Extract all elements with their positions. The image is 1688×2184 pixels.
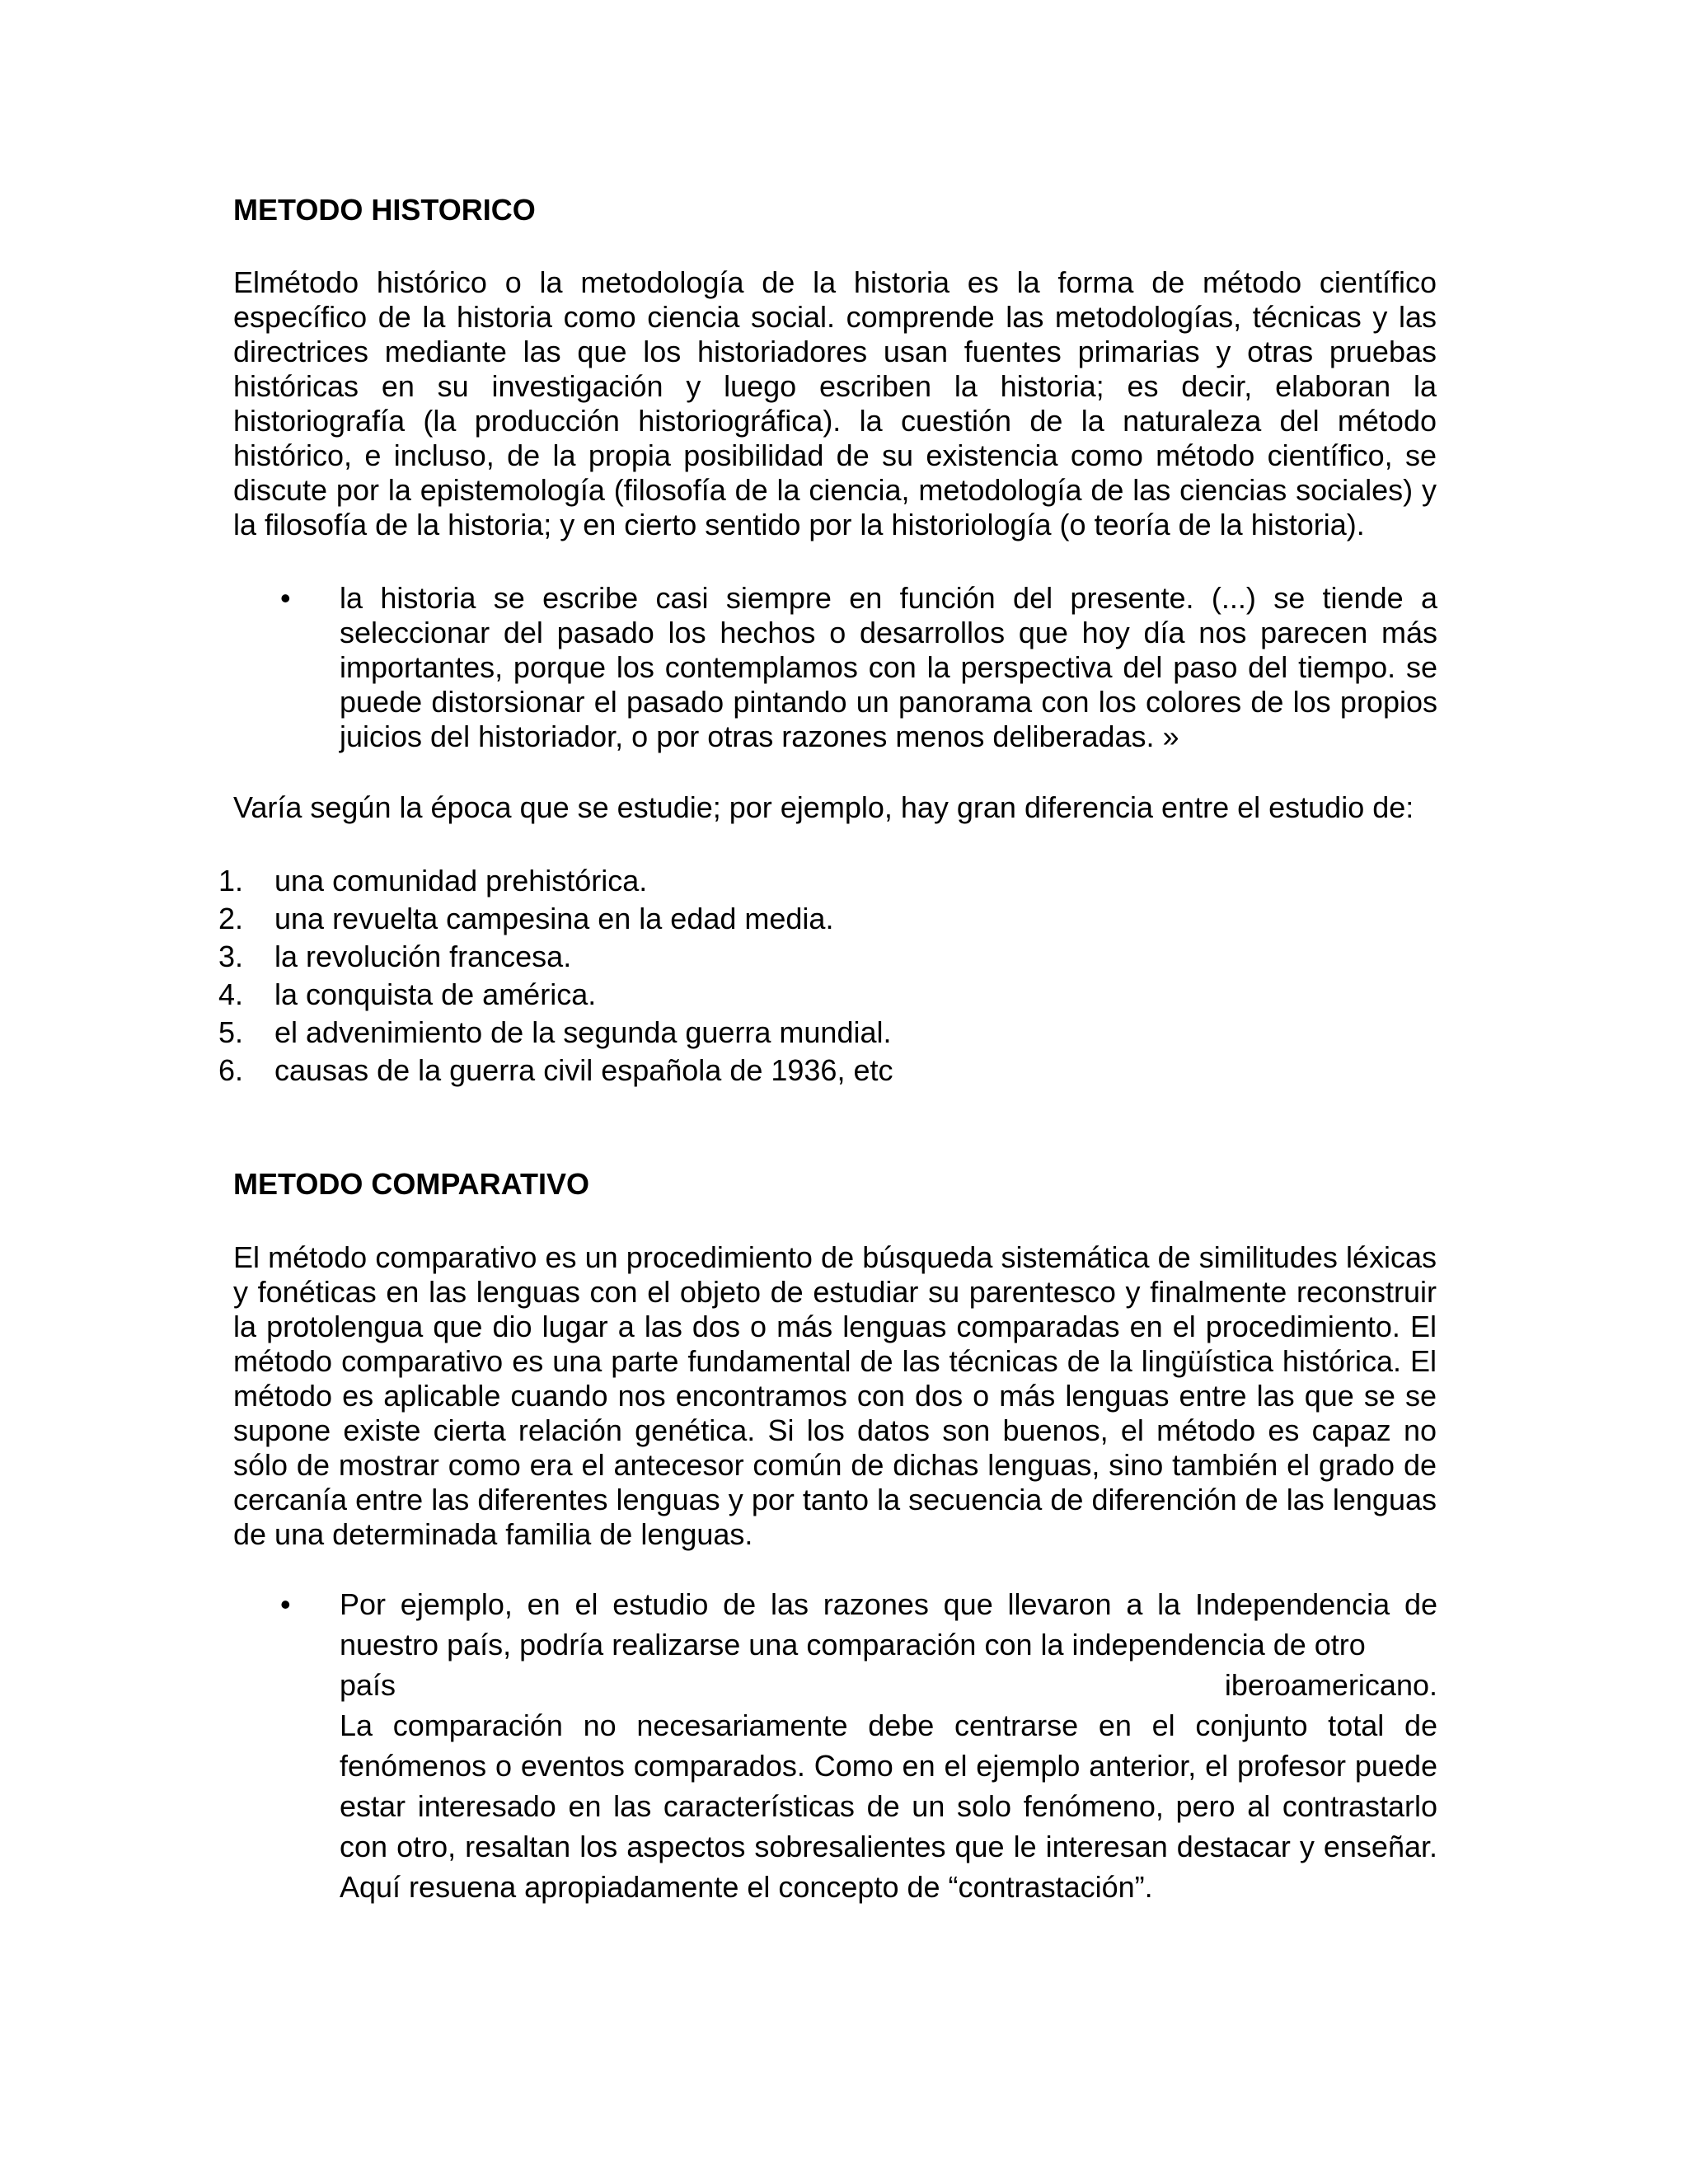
list-text: el advenimiento de la segunda guerra mundial. — [274, 1015, 892, 1049]
bullet-split-line — [340, 1665, 1437, 1705]
bullet-item-historico — [280, 581, 1437, 754]
list-number: 1. — [218, 864, 244, 898]
paragraph-historico: Elmétodo histórico o la metodología de la historia es la forma de método científico específico de la historia como ciencia social. comprende las metodologías, técnicas y las directrices mediante las que los historiadores usan fuentes primarias y otras pruebas históricas en su investigación y luego escriben la historia; es decir, elaboran la historiografía (la producción historiográfica). la cuestión de la naturaleza del método histórico, e incluso, de la propia posibilidad de su existencia como método científico, se discute por la epistemología (filosofía de la ciencia, metodología de las ciencias sociales) y la filosofía de la historia; y en cierto sentido por la historiología (o teoría de la historia). — [233, 265, 1437, 541]
bullet-item-comparativo — [280, 1584, 1437, 1914]
list-item — [218, 938, 893, 976]
bullet-text-part2: La comparación no necesariamente debe centrarse en el conjunto total de fenómenos o eventos comparados. Como en el ejemplo anterior, el profesor puede estar interesado en las características de un solo fenómeno, pero al contrastarlo con otro, resaltan los aspectos sobresalientes que le interesan destacar y enseñar. Aquí resuena apropiadamente el concepto de “contrastación”. — [340, 1708, 1437, 1904]
list-text: la conquista de américa. — [274, 977, 597, 1011]
list-item — [218, 900, 893, 938]
list-text: la revolución francesa. — [274, 940, 572, 973]
list-number: 4. — [218, 977, 244, 1011]
list-item — [218, 1052, 893, 1090]
list-text: una comunidad prehistórica. — [274, 864, 648, 898]
bullet-marker: • — [280, 581, 291, 615]
section-heading-historico: METODO HISTORICO — [233, 193, 536, 227]
list-number: 3. — [218, 940, 244, 973]
bullet-text-part1: Por ejemplo, en el estudio de las razones que llevaron a la Independencia de nuestro país, podría realizarse una comparación con la independencia de otro — [340, 1587, 1437, 1661]
bullet-split-right: iberoamericano. — [1224, 1668, 1437, 1702]
list-intro: Varía según la época que se estudie; por ejemplo, hay gran diferencia entre el estudio de: — [233, 790, 1414, 824]
section-heading-comparativo: METODO COMPARATIVO — [233, 1167, 589, 1201]
list-number: 2. — [218, 902, 244, 935]
paragraph-comparativo: El método comparativo es un procedimiento de búsqueda sistemática de similitudes léxicas y fonéticas en las lenguas con el objeto de estudiar su parentesco y finalmente reconstruir la protolengua que dio lugar a las dos o más lenguas comparadas en el procedimiento. El método comparativo es una parte fundamental de las técnicas de la lingüística histórica. El método es aplicable cuando nos encontramos con dos o más lenguas entre las que se se supone existe cierta relación genética. Si los datos son buenos, el método es capaz no sólo de mostrar como era el antecesor común de dichas lenguas, sino también el grado de cercanía entre las diferentes lenguas y por tanto la secuencia de diferención de las lenguas de una determinada familia de lenguas. — [233, 1240, 1437, 1551]
list-item — [218, 976, 893, 1014]
list-text: causas de la guerra civil española de 1936, etc — [274, 1053, 893, 1087]
list-number: 5. — [218, 1015, 244, 1049]
list-item — [218, 862, 893, 900]
bullet-marker: • — [280, 1587, 291, 1621]
list-item — [218, 1014, 893, 1052]
bullet-split-left: país — [340, 1668, 396, 1702]
bullet-text-historico: la historia se escribe casi siempre en función del presente. (...) se tiende a seleccionar del pasado los hechos o desarrollos que hoy día nos parecen más importantes, porque los contemplamos con la perspectiva del paso del tiempo. se puede distorsionar el pasado pintando un panorama con los colores de los propios juicios del historiador, o por otras razones menos deliberadas. » — [340, 581, 1437, 753]
list-text: una revuelta campesina en la edad media. — [274, 902, 834, 935]
bullet-text-comparativo — [340, 1584, 1437, 1907]
numbered-list — [218, 862, 893, 1090]
list-number: 6. — [218, 1053, 244, 1087]
